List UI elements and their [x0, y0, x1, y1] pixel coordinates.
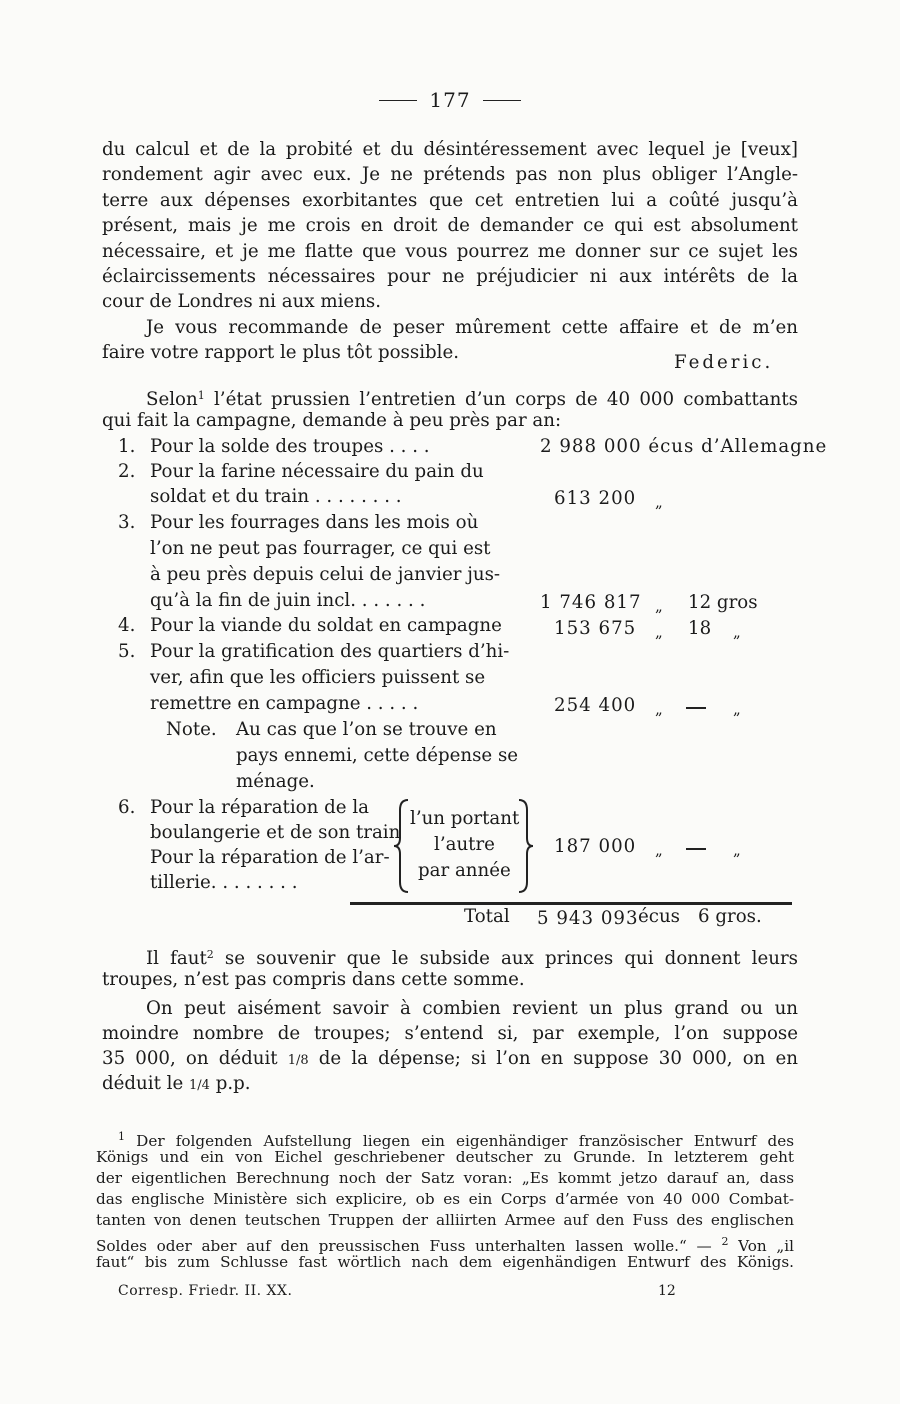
note-text: ménage. — [236, 771, 315, 792]
item-description: Pour la réparation de l’ar- — [150, 847, 390, 868]
total-amount: 5 943 093 — [537, 908, 639, 929]
footnote-ref: 2 — [206, 948, 214, 961]
item-description: Pour la viande du soldat en campagne — [150, 615, 502, 636]
note-label: Note. — [166, 719, 217, 740]
brace-text: par année — [418, 860, 511, 881]
note-text: pays ennemi, cette dépense se — [236, 745, 519, 766]
item-description: remettre en campagne . . . . . — [150, 693, 419, 714]
fraction: 1/8 — [287, 1053, 309, 1068]
total-gros: 6 gros. — [698, 906, 762, 927]
signature: Federic. — [674, 352, 774, 373]
fraction: 1/4 — [189, 1078, 210, 1093]
item-amount: 613 200 — [554, 488, 637, 509]
text-line: terre aux dépenses exorbitantes que cet entretien lui a coûté jusqu’à — [102, 190, 798, 211]
item-amount: 187 000 — [554, 836, 637, 857]
item-description: Pour la réparation de la — [150, 797, 369, 818]
item-gros: 18 — [688, 618, 712, 639]
text-line: 35 000, on déduit 1/8 de la dépense; si l’on en suppose 30 000, on en — [102, 1048, 798, 1069]
intro-line: Selon$^1$ l’état prussien l’entretien d’un corps de 40 000 combattants — [146, 389, 798, 410]
blank-dash — [686, 707, 706, 709]
footnote-marker: 1 — [118, 1130, 125, 1143]
text-line: cour de Londres ni aux miens. — [102, 291, 382, 312]
total-unit: écus — [638, 906, 680, 927]
header-rule-right — [483, 100, 521, 101]
ditto-mark: „ — [733, 700, 741, 718]
total-rule — [350, 902, 792, 905]
item-number: 6. — [118, 797, 136, 818]
ditto-mark: „ — [655, 493, 663, 511]
ditto-mark: „ — [733, 623, 741, 641]
item-description: soldat et du train . . . . . . . . — [150, 486, 402, 507]
page-header — [0, 88, 900, 112]
ditto-mark: „ — [655, 623, 663, 641]
item-description: à peu près depuis celui de janvier jus- — [150, 564, 501, 585]
item-description: boulangerie et de son train — [150, 822, 401, 843]
footnote-line: der eigentlichen Berechnung noch der Satz voran: „Es kommt jetzo darauf an, dass — [96, 1169, 794, 1187]
item-amount: 1 746 817 — [540, 592, 642, 613]
text-line: présent, mais je me crois en droit de demander ce qui est absolument — [102, 215, 798, 236]
text-line: Je vous recommande de peser mûrement cette affaire et de m’en — [146, 317, 798, 338]
item-description: l’on ne peut pas fourrager, ce qui est — [150, 538, 491, 559]
item-gros: 12 gros — [688, 592, 758, 613]
right-brace — [515, 798, 537, 894]
item-description: Pour les fourrages dans les mois où — [150, 512, 479, 533]
footnote-marker: 2 — [721, 1235, 729, 1248]
ditto-mark: „ — [733, 841, 741, 859]
sheet-number: 12 — [658, 1283, 676, 1299]
text-line: faire votre rapport le plus tôt possible. — [102, 342, 460, 363]
text-line: nécessaire, et je me flatte que vous pourrez me donner sur ce sujet les — [102, 241, 798, 262]
text-line: rondement agir avec eux. Je ne prétends pas non plus obliger l’Angle- — [102, 164, 798, 185]
item-amount: 2 988 000 écus d’Allemagne — [540, 436, 828, 457]
total-label: Total — [464, 906, 510, 927]
ditto-mark: „ — [655, 700, 663, 718]
brace-text: l’autre — [434, 834, 495, 855]
footnote-line: faut“ bis zum Schlusse fast wörtlich nach dem eigenhändigen Entwurf des Königs. — [96, 1253, 794, 1271]
text-line: moindre nombre de troupes; s’entend si, par exemple, l’on suppose — [102, 1023, 798, 1044]
footnote-line: das englische Ministère sich explicire, ob es ein Corps d’armée von 40 000 Combat- — [96, 1190, 794, 1208]
item-description: Pour la farine nécessaire du pain du — [150, 461, 484, 482]
item-amount: 153 675 — [554, 618, 637, 639]
item-amount: 254 400 — [554, 695, 637, 716]
note-text: Au cas que l’on se trouve en — [236, 719, 497, 740]
page-number: 177 — [429, 88, 471, 112]
footnote-line: Königs und ein von Eichel geschriebener deutscher zu Grunde. In letzterem geht — [96, 1148, 794, 1166]
item-description: Pour la solde des troupes . . . . — [150, 436, 430, 457]
text-line: Il faut$^2$ se souvenir que le subside aux princes qui donnent leurs — [146, 948, 798, 969]
text-line: éclaircissements nécessaires pour ne préjudicier ni aux intérêts de la — [102, 266, 798, 287]
text-line: déduit le 1/4 p.p. — [102, 1073, 251, 1094]
ditto-mark: „ — [655, 841, 663, 859]
item-description: Pour la gratification des quartiers d’hi- — [150, 641, 510, 662]
blank-dash — [686, 848, 706, 850]
ditto-mark: „ — [655, 597, 663, 615]
text-line: troupes, n’est pas compris dans cette somme. — [102, 969, 525, 990]
item-number: 1. — [118, 436, 136, 457]
item-number: 5. — [118, 641, 136, 662]
signature-mark: Corresp. Friedr. II. XX. — [118, 1283, 293, 1299]
item-number: 4. — [118, 615, 136, 636]
item-number: 3. — [118, 512, 136, 533]
item-description: qu’à la fin de juin incl. . . . . . . — [150, 590, 426, 611]
footnote-line: $^1$ Der folgenden Aufstellung liegen ein eigenhändiger französischer Entwurf des — [118, 1130, 794, 1150]
header-rule-left — [379, 100, 417, 101]
item-description: ver, afin que les officiers puissent se — [150, 667, 486, 688]
item-number: 2. — [118, 461, 136, 482]
footnote-line: tanten von denen teutschen Truppen der alliirten Armee auf den Fuss des englischen — [96, 1211, 794, 1229]
footnote-ref: 1 — [197, 389, 205, 402]
text-line: du calcul et de la probité et du désintéressement avec lequel je [veux] — [102, 139, 798, 160]
brace-text: l’un portant — [410, 808, 520, 829]
footnote-line: Soldes oder aber auf den preussischen Fuss unterhalten lassen wolle.“ — $^2$ Von „il — [96, 1235, 794, 1255]
text-line: On peut aisément savoir à combien revient un plus grand ou un — [146, 998, 798, 1019]
item-description: tillerie. . . . . . . . — [150, 872, 298, 893]
intro-line: qui fait la campagne, demande à peu près par an: — [102, 410, 562, 431]
